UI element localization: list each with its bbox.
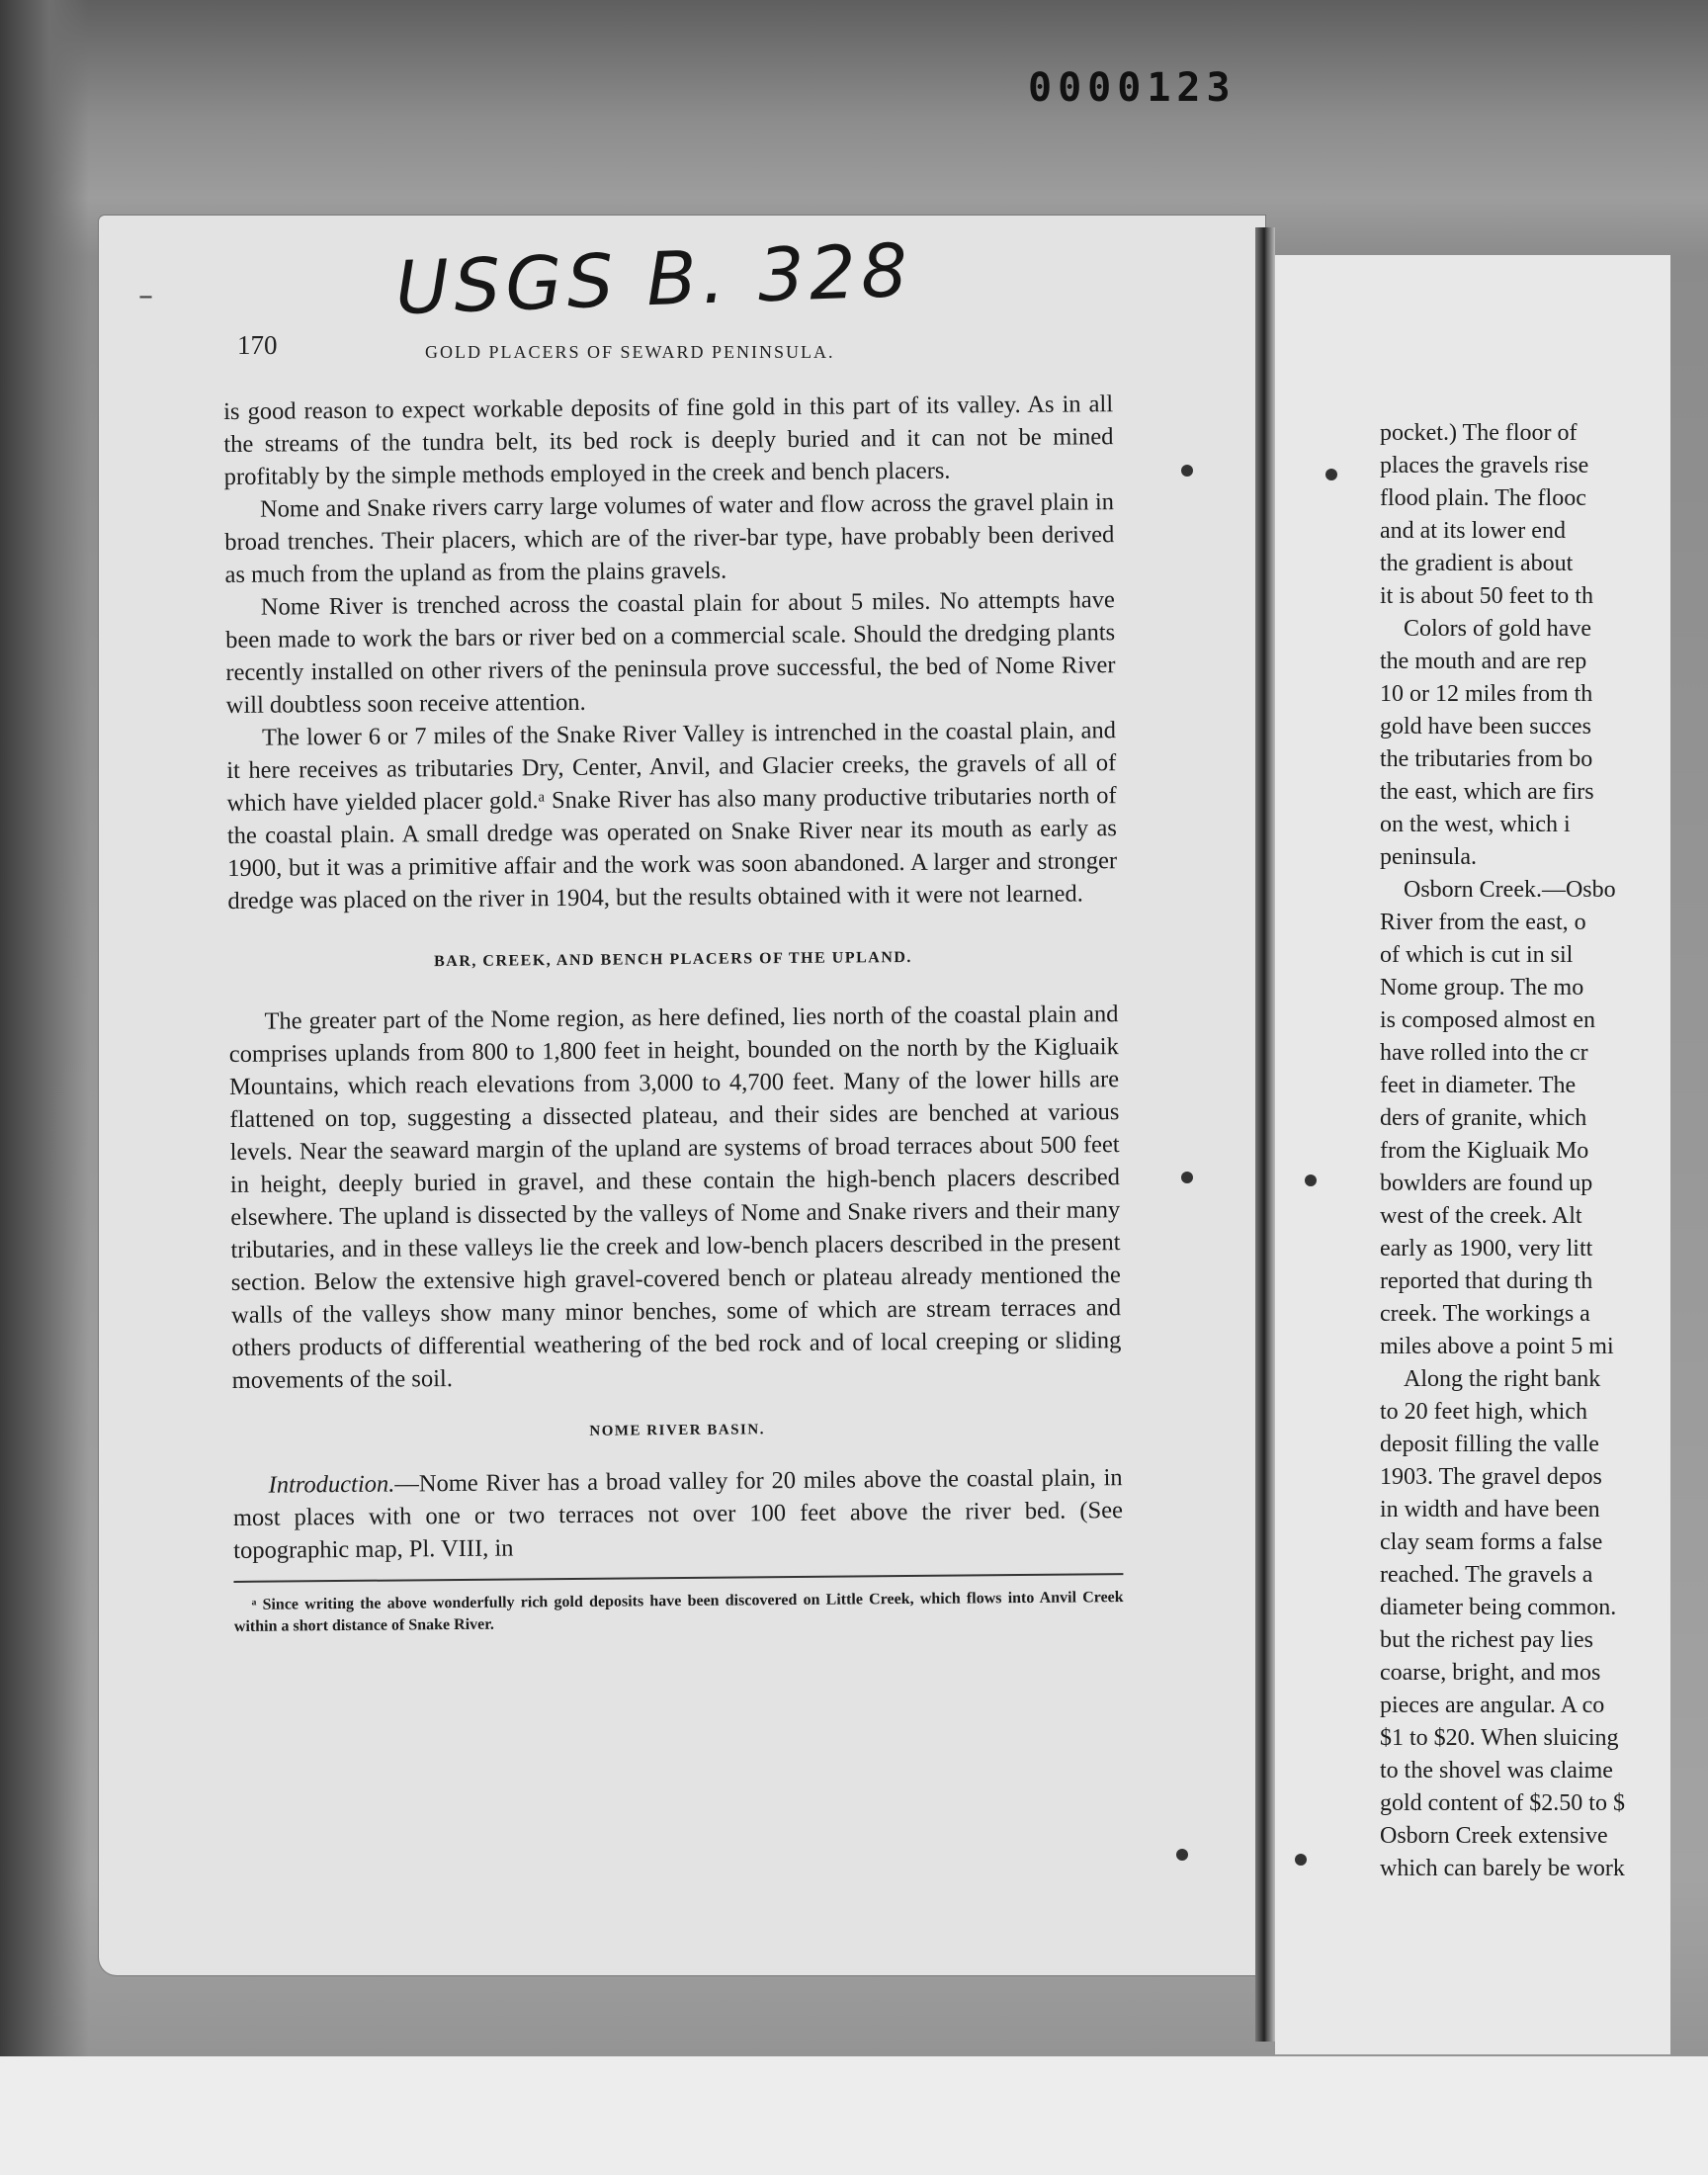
- footnote: ᵃ Since writing the above wonderfully rich gold deposits have been discovered on Little Creek, which flows into Anvil Creek within a short distance of Snake River.: [233, 1589, 1124, 1635]
- handwritten-label: USGS B. 328: [393, 227, 914, 332]
- paragraph: The lower 6 or 7 miles of the Snake River Valley is intrenched in the coastal plain, and it here receives as tributaries Dry, Center, Anvil, and Glacier creeks, the gravels of all of which have yielded placer gold.ᵃ Snake River has also many productive tributaries north of the coastal plain. A small dredge was operated on Snake River near its mouth as early as 1900, but it was a primitive affair and the work was soon abandoned. A larger and stronger dredge was placed on the river in 1904, but the results obtained with it were not learned.: [226, 717, 1118, 914]
- right-page-line: the gradient is about: [1380, 551, 1574, 576]
- right-page-line: diameter being common.: [1380, 1595, 1617, 1620]
- right-page-line: creek. The workings a: [1380, 1301, 1590, 1327]
- right-page-line: on the west, which i: [1380, 812, 1571, 837]
- right-page-line: the mouth and are rep: [1380, 649, 1587, 674]
- binding-hole-mark: [1305, 1174, 1317, 1186]
- right-page-line: places the gravels rise: [1380, 453, 1589, 478]
- right-page-line: Along the right bank: [1404, 1366, 1601, 1392]
- scan-edge-shadow: [0, 0, 89, 2175]
- right-page-line: and at its lower end: [1380, 518, 1566, 544]
- book-gutter: [1255, 227, 1275, 2042]
- section-heading-upland: BAR, CREEK, AND BENCH PLACERS OF THE UPLAND.: [434, 948, 912, 971]
- binding-hole-mark: [1325, 469, 1337, 480]
- right-page-line: of which is cut in sil: [1380, 942, 1574, 968]
- right-page-line: flood plain. The flooc: [1380, 485, 1586, 511]
- right-page-line: coarse, bright, and mos: [1380, 1660, 1601, 1686]
- right-page-line: bowlders are found up: [1380, 1171, 1593, 1196]
- right-page-line: Osborn Creek.—Osbo: [1404, 877, 1616, 903]
- section-heading-nome-basin: NOME RIVER BASIN.: [589, 1422, 766, 1439]
- paragraph: The greater part of the Nome region, as here defined, lies north of the coastal plain and comprises uplands from 800 to 1,800 feet in height, bounded on the north by the Kigluaik Mountains, which reach elevations from 3,000 to 4,700 feet. Many of the lower hills are flattened on top, suggesting a dissected plateau, and their sides are benched at various levels. Near the seaward margin of the upland are systems of broad terraces about 500 feet in height, deeply buried in gravel, and these contain the high-bench placers described elsewhere. The upland is dissected by the valleys of Nome and Snake rivers and their many tributaries, and in these valleys lie the creek and low-bench placers described in the present section. Below the extensive high gravel-covered bench or plateau already mentioned the walls of the valleys show many minor benches, some of which are stream terraces and others products of differential weathering of the bed rock and of local creeping or sliding movements of the soil.: [228, 1000, 1122, 1394]
- page-number: 170: [237, 330, 278, 360]
- running-head: GOLD PLACERS OF SEWARD PENINSULA.: [425, 342, 835, 362]
- right-page-line: have rolled into the cr: [1380, 1040, 1588, 1066]
- right-page-line: peninsula.: [1380, 844, 1477, 870]
- right-page-line: gold content of $2.50 to $: [1380, 1790, 1625, 1816]
- right-page-line: Nome group. The mo: [1380, 975, 1584, 1000]
- right-page-line: to 20 feet high, which: [1380, 1399, 1587, 1425]
- right-page-line: it is about 50 feet to th: [1380, 583, 1593, 609]
- right-page-line: west of the creek. Alt: [1380, 1203, 1582, 1229]
- right-page-line: pieces are angular. A co: [1380, 1693, 1605, 1718]
- right-page-line: 10 or 12 miles from th: [1380, 681, 1593, 707]
- right-page-line: $1 to $20. When sluicing: [1380, 1725, 1619, 1751]
- margin-mark: –: [138, 279, 153, 313]
- binding-hole-mark: [1181, 465, 1193, 477]
- right-page-line: ders of granite, which: [1380, 1105, 1587, 1131]
- right-page-line: clay seam forms a false: [1380, 1529, 1603, 1555]
- right-page-line: but the richest pay lies: [1380, 1627, 1593, 1653]
- intro-paragraph: [232, 1461, 1123, 1567]
- right-page-line: in width and have been: [1380, 1497, 1600, 1522]
- right-page-line: Colors of gold have: [1404, 616, 1591, 642]
- intro-text: —Nome River has a broad valley for 20 miles above the coastal plain, in most places with one or two terraces not over 100 feet above the river bed. (See topographic map, Pl. VIII, in: [232, 1464, 1123, 1564]
- right-page-line: miles above a point 5 mi: [1380, 1334, 1614, 1359]
- binding-hole-mark: [1176, 1849, 1188, 1861]
- right-page-line: the tributaries from bo: [1380, 746, 1593, 772]
- paragraph: is good reason to expect workable deposits of fine gold in this part of its valley. As in all the streams of the tundra belt, its bed rock is deeply buried and it can not be mined profitably by the simple methods employed in the creek and bench placers.: [223, 391, 1114, 490]
- document-stamp-number: 0000123: [1028, 65, 1237, 111]
- right-page-line: reached. The gravels a: [1380, 1562, 1593, 1588]
- right-page-line: the east, which are firs: [1380, 779, 1594, 805]
- paragraph: Nome and Snake rivers carry large volumes of water and flow across the gravel plain in broad trenches. Their placers, which are of the river-bar type, have probably been derived as much from the upland as from the plains gravels.: [224, 488, 1115, 588]
- right-page-text-column: [1380, 417, 1706, 1885]
- scan-bottom-strip: [0, 2056, 1708, 2175]
- right-page-line: gold have been succes: [1380, 714, 1591, 740]
- left-page-text-column: [223, 388, 1124, 1638]
- right-page-line: River from the east, o: [1380, 910, 1586, 935]
- binding-hole-mark: [1181, 1172, 1193, 1183]
- intro-label: Introduction.: [268, 1470, 395, 1499]
- right-page-line: to the shovel was claime: [1380, 1758, 1613, 1784]
- right-page-line: reported that during th: [1380, 1268, 1593, 1294]
- right-page-line: Osborn Creek extensive: [1380, 1823, 1608, 1849]
- paragraph: Nome River is trenched across the coastal plain for about 5 miles. No attempts have been made to work the bars or river bed on a commercial scale. Should the dredging plants recently installed on other rivers of the peninsula prove successful, the bed of Nome River will doubtless soon receive attention.: [225, 586, 1116, 719]
- right-page-line: early as 1900, very litt: [1380, 1236, 1593, 1262]
- right-page-line: is composed almost en: [1380, 1007, 1595, 1033]
- right-page-line: from the Kigluaik Mo: [1380, 1138, 1589, 1164]
- footnote-rule: [233, 1573, 1123, 1583]
- right-page-line: feet in diameter. The: [1380, 1073, 1577, 1098]
- right-page-line: which can barely be work: [1380, 1856, 1625, 1881]
- right-page-line: deposit filling the valle: [1380, 1432, 1599, 1457]
- binding-hole-mark: [1295, 1854, 1307, 1866]
- right-page-line: 1903. The gravel depos: [1380, 1464, 1602, 1490]
- right-page-line: pocket.) The floor of: [1380, 420, 1578, 446]
